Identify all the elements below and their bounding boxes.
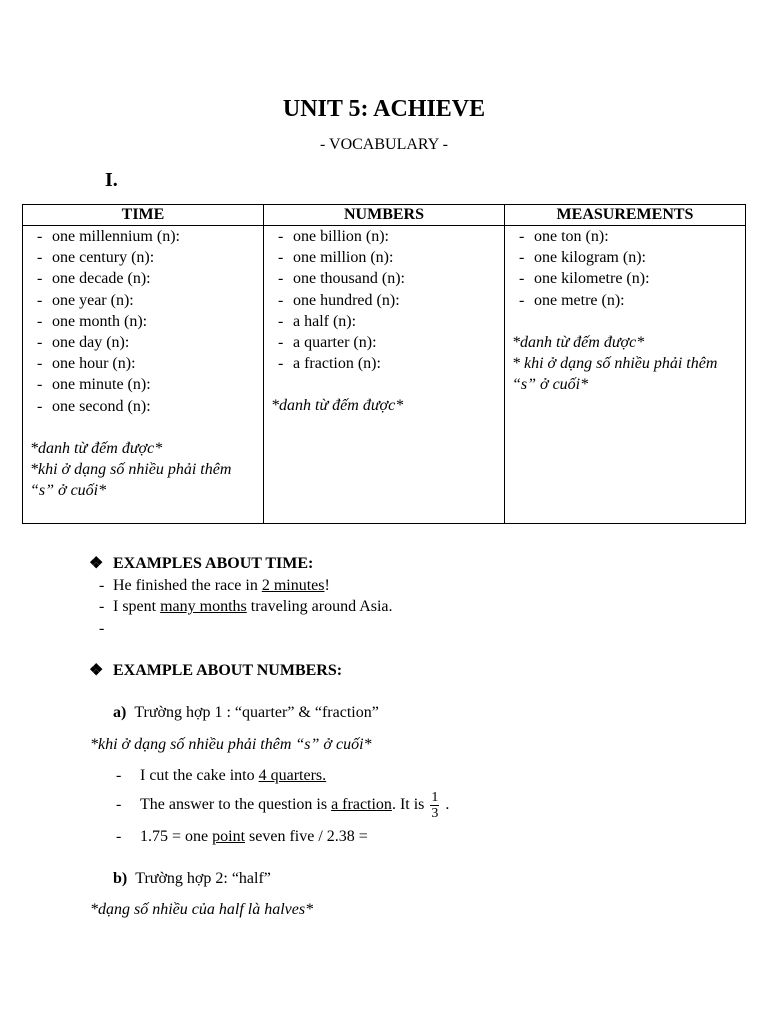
page-title: UNIT 5: ACHIEVE xyxy=(282,96,486,122)
header-measurements: MEASUREMENTS xyxy=(505,205,746,226)
fraction: $\frac{1}{3}$ xyxy=(431,790,439,821)
diamond-bullet-icon: ❖ xyxy=(89,662,104,679)
list-item: - one millennium (n): xyxy=(37,228,180,245)
underlined-phrase: 2 minutes xyxy=(261,577,325,594)
numbers-note-1: *danh từ đếm được* xyxy=(271,397,404,415)
underlined-phrase: 4 quarters. xyxy=(258,767,327,784)
list-item: - one century (n): xyxy=(37,249,155,267)
number-example-1: - I cut the cake into 4 quarters. xyxy=(116,767,327,784)
examples-time-heading: ❖ EXAMPLES ABOUT TIME: xyxy=(89,553,313,575)
section-number: I. xyxy=(105,169,118,191)
time-note-2: *khi ở dạng số nhiều phải thêm xyxy=(30,461,232,479)
header-numbers: NUMBERS xyxy=(264,205,505,226)
time-list xyxy=(23,226,263,417)
list-item: - one metre (n): xyxy=(519,291,625,309)
list-item: - one day (n): xyxy=(37,334,130,352)
list-item: - one month (n): xyxy=(37,312,148,330)
list-item: - one kilogram (n): xyxy=(519,249,646,267)
diamond-bullet-icon: ❖ xyxy=(89,555,104,572)
measurements-list xyxy=(505,226,745,311)
list-item: - one thousand (n): xyxy=(278,270,405,288)
list-item: - one hour (n): xyxy=(37,355,136,373)
list-item: - one year (n): xyxy=(37,291,134,309)
measurements-note-1: *danh từ đếm được* xyxy=(512,333,645,351)
list-item: - one million (n): xyxy=(278,249,394,267)
case-b-note: *dạng số nhiều của half là halves* xyxy=(90,901,314,918)
measurements-note-3: “s” ở cuối* xyxy=(512,376,589,394)
measurements-note-2: * khi ở dạng số nhiều phải thêm xyxy=(512,355,718,373)
time-column xyxy=(23,226,264,524)
measurements-column xyxy=(505,226,746,524)
case-a: a) Trường hợp 1 : “quarter” & “fraction” xyxy=(113,704,379,721)
example-time-line-3: - xyxy=(99,620,105,637)
numbers-list xyxy=(264,226,504,374)
list-item: - one minute (n): xyxy=(37,376,151,394)
case-a-note: *khi ở dạng số nhiều phải thêm “s” ở cuối* xyxy=(90,736,372,753)
example-time-line-1: - He finished the race in 2 minutes! xyxy=(99,577,330,594)
list-item: - one hundred (n): xyxy=(278,291,400,309)
underlined-phrase: a fraction xyxy=(331,796,392,814)
table-header-row xyxy=(23,205,746,226)
example-time-line-2: - I spent many months traveling around Asia. xyxy=(99,598,393,615)
list-item: - one kilometre (n): xyxy=(519,270,650,288)
table-body-row xyxy=(23,226,746,524)
underlined-phrase: point xyxy=(212,828,246,845)
list-item: - one billion (n): xyxy=(278,228,389,245)
number-example-2: - The answer to the question is a fraction. It is $\frac{1}{3}$ . xyxy=(116,790,450,821)
page-subtitle: - VOCABULARY - xyxy=(319,136,448,153)
underlined-phrase: many months xyxy=(160,598,247,615)
list-item: - a fraction (n): xyxy=(278,355,381,373)
header-time: TIME xyxy=(23,205,264,226)
time-note-3: “s” ở cuối* xyxy=(30,482,107,500)
numbers-column xyxy=(264,226,505,524)
list-item: - a half (n): xyxy=(278,312,357,330)
list-item: - one second (n): xyxy=(37,397,151,415)
list-item: - one ton (n): xyxy=(519,228,609,245)
vocabulary-table xyxy=(22,204,746,524)
number-example-3: - 1.75 = one point seven five / 2.38 = xyxy=(116,828,368,845)
list-item: - a quarter (n): xyxy=(278,334,377,352)
time-note-1: *danh từ đếm được* xyxy=(30,439,163,457)
case-b: b) Trường hợp 2: “half” xyxy=(113,870,271,887)
examples-numbers-heading: ❖ EXAMPLE ABOUT NUMBERS: xyxy=(89,660,342,682)
list-item: - one decade (n): xyxy=(37,270,151,288)
